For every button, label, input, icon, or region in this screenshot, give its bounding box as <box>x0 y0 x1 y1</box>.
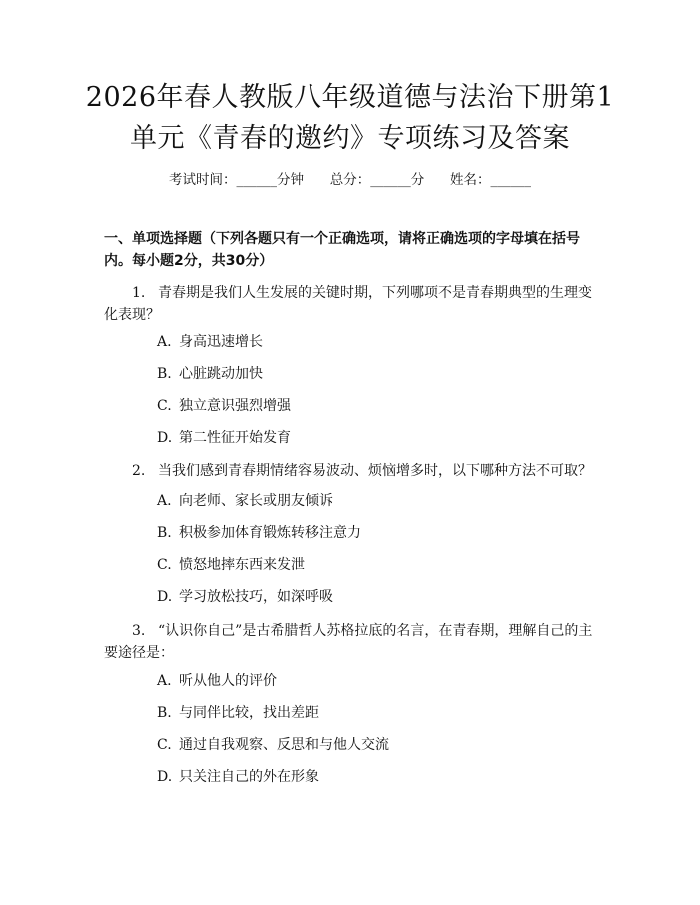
option-text: 只关注自己的外在形象 <box>179 769 319 785</box>
question-1-option-a <box>157 332 263 352</box>
option-letter: C. <box>157 398 172 414</box>
option-letter: D. <box>157 769 173 785</box>
question-2-option-c <box>157 555 305 575</box>
option-letter: D. <box>157 589 173 605</box>
question-2-option-d <box>157 587 333 607</box>
question-2-option-a <box>157 491 333 511</box>
option-text: 听从他人的评价 <box>179 673 277 689</box>
question-text: 青春期是我们人生发展的关键时期，下列哪项不是青春期典型的生理变化表现？ <box>104 285 592 323</box>
option-text: 心脏跳动加快 <box>179 366 263 382</box>
option-text: 第二性征开始发育 <box>179 430 291 446</box>
question-number: 1. <box>132 285 146 301</box>
section-heading: 一、单项选择题（下列各题只有一个正确选项，请将正确选项的字母填在括号内。每小题2分，共30分） <box>104 231 580 269</box>
option-letter: B. <box>157 366 172 382</box>
question-number: 2. <box>132 463 146 479</box>
option-letter: A. <box>157 334 172 350</box>
question-2-option-b <box>157 523 361 543</box>
option-letter: A. <box>157 673 172 689</box>
question-3-option-c <box>157 735 389 755</box>
question-1-option-d <box>157 428 291 448</box>
option-letter: C. <box>157 557 172 573</box>
option-text: 学习放松技巧，如深呼吸 <box>179 589 333 605</box>
question-2 <box>104 460 600 482</box>
question-1-option-b <box>157 364 263 384</box>
document-title-line-2: 单元《青春的邀约》专项练习及答案 <box>130 123 570 154</box>
question-3-option-a <box>157 671 277 691</box>
option-text: 积极参加体育锻炼转移注意力 <box>179 525 361 541</box>
option-letter: D. <box>157 430 173 446</box>
exam-info-line: 考试时间：______分钟 总分：______分 姓名：______ <box>169 172 531 188</box>
option-letter: A. <box>157 493 172 509</box>
option-text: 向老师、家长或朋友倾诉 <box>179 493 333 509</box>
option-text: 与同伴比较，找出差距 <box>179 705 319 721</box>
question-3-option-b <box>157 703 319 723</box>
option-letter: C. <box>157 737 172 753</box>
option-text: 通过自我观察、反思和与他人交流 <box>179 737 389 753</box>
question-3 <box>104 620 600 664</box>
question-text: “认识你自己”是古希腊哲人苏格拉底的名言，在青春期，理解自己的主要途径是： <box>104 623 593 661</box>
question-1 <box>104 282 600 326</box>
question-3-option-d <box>157 767 319 787</box>
option-letter: B. <box>157 705 172 721</box>
document-title-line-1: 2026年春人教版八年级道德与法治下册第1 <box>85 82 615 113</box>
question-number: 3. <box>132 623 146 639</box>
option-text: 独立意识强烈增强 <box>179 398 291 414</box>
question-1-option-c <box>157 396 291 416</box>
option-text: 身高迅速增长 <box>179 334 263 350</box>
option-letter: B. <box>157 525 172 541</box>
question-text: 当我们感到青春期情绪容易波动、烦恼增多时，以下哪种方法不可取？ <box>158 463 592 479</box>
option-text: 愤怒地摔东西来发泄 <box>179 557 305 573</box>
